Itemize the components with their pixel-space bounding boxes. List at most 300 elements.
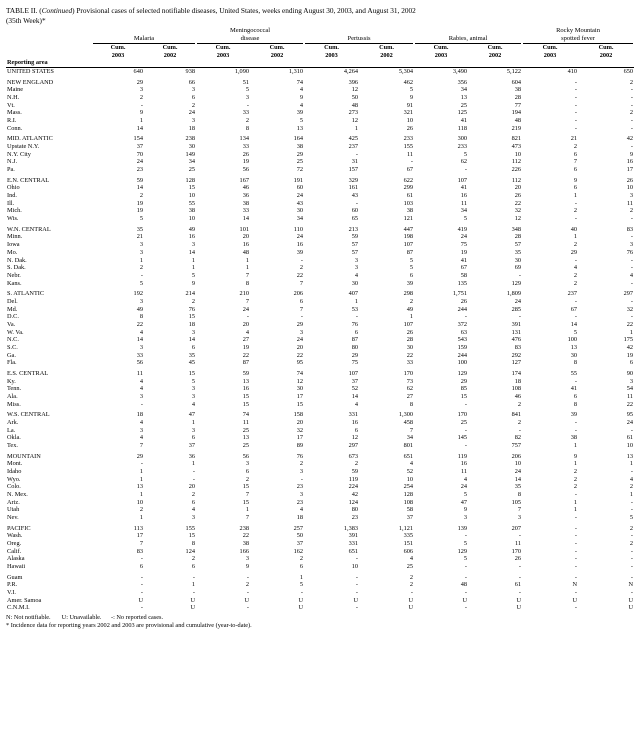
row-cell: - (630, 426, 634, 434)
row-cell: 24 (296, 192, 304, 200)
row-cell: 2 (573, 475, 578, 483)
row-cell: 24 (460, 483, 468, 491)
header-meningococcal-cum2002 (250, 44, 304, 59)
row-cell: 73 (406, 377, 414, 385)
row-cell: 151 (403, 540, 414, 548)
row-cell: 46 (242, 184, 249, 192)
row-cell: 113 (133, 524, 143, 532)
row-cell: U (298, 604, 304, 612)
row-area-label: Ill. (7, 199, 15, 207)
row-cell: 54 (626, 385, 634, 393)
header-group-malaria-label: Malaria (93, 35, 195, 44)
row-cell: 3 (354, 256, 359, 264)
row-cell: 70 (136, 150, 143, 158)
footnotes (6, 614, 634, 630)
row-cell: 3 (245, 555, 249, 563)
row-cell: 76 (626, 248, 634, 256)
row-cell: 6 (139, 563, 143, 571)
row-cell: 12 (351, 117, 359, 125)
row-cell: 6 (299, 297, 304, 305)
row-cell: - (574, 94, 578, 102)
row-cell: - (574, 563, 578, 571)
row-area-label: Ala. (7, 392, 18, 400)
row-cell: 476 (511, 336, 522, 344)
row-area-label: N.C. (7, 336, 19, 344)
row-area-label: Utah (7, 506, 20, 514)
header-group-malaria (92, 27, 196, 44)
notifiable-diseases-table (6, 27, 634, 612)
row-cell: 3 (139, 426, 143, 434)
row-cell: 9 (463, 506, 468, 514)
row-cell: 107 (403, 320, 414, 328)
row-cell: 129 (511, 279, 522, 287)
row-cell: - (464, 589, 468, 597)
row-cell: - (355, 313, 359, 321)
row-cell: 3 (191, 392, 195, 400)
row-cell: 391 (348, 532, 359, 540)
row-cell: 145 (457, 434, 468, 442)
row-cell: 56 (136, 359, 143, 367)
title-prefix: TABLE II. ( (6, 6, 42, 15)
row-area-label: Alaska (7, 555, 25, 563)
row-cell: 59 (351, 233, 359, 241)
row-cell: 4 (463, 475, 468, 483)
row-area-label: Wis. (7, 215, 19, 223)
row-cell: 18 (188, 320, 195, 328)
row-cell: 1 (573, 498, 578, 506)
row-cell: - (630, 143, 634, 151)
row-cell: 2 (245, 581, 249, 589)
row-cell: 162 (293, 547, 304, 555)
row-cell: 24 (514, 467, 522, 475)
row-cell: 40 (570, 225, 578, 233)
header-group-rabies (414, 27, 522, 44)
cum-year: 2003 (543, 51, 557, 59)
row-cell: 34 (460, 86, 468, 94)
row-area-label: La. (7, 426, 16, 434)
row-cell: - (246, 101, 249, 109)
row-cell: - (518, 271, 522, 279)
row-cell: 292 (511, 351, 522, 359)
row-cell: 19 (242, 158, 249, 166)
table-row (6, 125, 634, 133)
row-cell: 57 (514, 241, 522, 249)
header-rabies-cum2003 (414, 44, 468, 59)
row-cell: 207 (511, 524, 522, 532)
row-cell: - (192, 589, 195, 597)
row-cell: 131 (511, 328, 522, 336)
row-cell: - (574, 377, 578, 385)
row-cell: 22 (514, 199, 522, 207)
row-cell: 5 (629, 514, 634, 521)
row-cell: 10 (351, 563, 359, 571)
table-row (6, 581, 634, 589)
row-cell: 13 (460, 94, 468, 102)
table-row (6, 321, 634, 329)
row-cell: 149 (185, 150, 195, 158)
row-cell: 9 (573, 176, 578, 184)
header-group-rabies-label: Rabies, animal (415, 35, 521, 44)
table-row (6, 411, 634, 419)
row-area-label: E.S. CENTRAL (7, 369, 49, 377)
cum-label: Cum. (110, 44, 126, 52)
row-cell: 224 (348, 483, 359, 491)
header-sub-row (6, 44, 634, 59)
table-row (6, 604, 634, 612)
row-cell: 15 (242, 498, 249, 506)
row-cell: 43 (296, 199, 304, 207)
table-row (6, 306, 634, 314)
row-area-label: E.N. CENTRAL (7, 176, 50, 184)
row-cell: 16 (296, 241, 304, 249)
row-cell: 6 (354, 426, 359, 434)
row-cell: U (244, 596, 249, 604)
header-pertussis-cum2003 (304, 44, 359, 59)
row-cell: 33 (242, 143, 249, 151)
row-cell: 14 (188, 336, 195, 344)
row-cell: 237 (567, 290, 578, 298)
row-cell: 6 (354, 328, 359, 336)
row-cell: 4 (139, 418, 143, 426)
row-cell: - (630, 256, 634, 264)
row-cell: 2 (139, 94, 143, 102)
row-cell: 22 (406, 351, 414, 359)
row-cell: 39 (406, 279, 414, 287)
table-row (6, 117, 634, 125)
row-cell: 35 (514, 248, 522, 256)
row-area-label: S.C. (7, 343, 18, 351)
row-cell: 125 (457, 109, 468, 117)
row-cell: 20 (188, 483, 195, 491)
row-area-label: W.S. CENTRAL (7, 411, 50, 419)
row-cell: - (630, 86, 634, 94)
row-cell: 622 (403, 176, 414, 184)
row-cell: 8 (409, 400, 414, 408)
row-cell: 1 (354, 297, 359, 305)
row-cell: 297 (348, 441, 359, 449)
header-group-rmsf-label2: spotted fever (523, 35, 633, 44)
row-cell: - (464, 400, 468, 408)
row-cell: - (518, 573, 522, 581)
row-cell: 35 (188, 351, 195, 359)
row-cell: 7 (245, 514, 249, 521)
row-cell: 108 (511, 385, 522, 393)
table-row (6, 555, 634, 563)
row-cell: 3 (191, 117, 195, 125)
row-cell: 108 (403, 498, 414, 506)
row-cell: - (630, 297, 634, 305)
table-row (6, 589, 634, 597)
row-cell: 61 (406, 192, 414, 200)
header-reporting-area: Reporting area (7, 59, 48, 67)
row-cell: 61 (626, 434, 634, 442)
row-area-label: Nev. (7, 514, 19, 521)
row-cell: 164 (293, 135, 304, 143)
row-cell: 20 (242, 233, 249, 241)
row-cell: 2 (573, 279, 578, 287)
row-cell: 5 (299, 581, 304, 589)
row-cell: 22 (242, 351, 249, 359)
row-cell: 61 (514, 581, 522, 589)
row-cell: 85 (460, 385, 468, 393)
row-cell: 25 (242, 441, 249, 449)
table-row (6, 184, 634, 192)
table-row (6, 313, 634, 321)
row-cell: 72 (296, 166, 304, 174)
row-area-label: S. Dak. (7, 264, 26, 272)
row-cell: 6 (191, 498, 195, 506)
row-cell: 1 (139, 514, 143, 521)
table-row (6, 166, 634, 174)
table-row (6, 298, 634, 306)
row-cell: 63 (460, 328, 468, 336)
row-area-label: W. Va. (7, 328, 24, 336)
header-reporting-area-spacer (6, 44, 92, 59)
row-cell: 38 (514, 86, 522, 94)
row-cell: 5,122 (506, 68, 522, 76)
row-cell: - (140, 581, 143, 589)
row-cell: 7 (409, 426, 414, 434)
row-cell: 3 (139, 86, 143, 94)
cum-label: Cum. (379, 44, 394, 52)
row-cell: 18 (514, 377, 522, 385)
row-cell: - (630, 532, 634, 540)
row-cell: - (192, 475, 195, 483)
row-cell: 38 (406, 207, 414, 215)
row-cell: 66 (188, 78, 195, 86)
row-cell: 24 (242, 305, 249, 313)
row-area-label: Nebr. (7, 271, 21, 279)
table-row (6, 453, 634, 461)
row-cell: - (574, 524, 578, 532)
header-group-meningococcal (196, 27, 304, 44)
row-cell: 56 (242, 452, 249, 460)
row-cell: 16 (460, 460, 468, 468)
row-cell: 10 (188, 215, 195, 223)
table-row (6, 158, 634, 166)
row-cell: 30 (296, 207, 304, 215)
row-cell: - (630, 467, 634, 475)
row-area-label: Ga. (7, 351, 16, 359)
row-cell: - (464, 573, 468, 581)
row-cell: 6 (629, 359, 634, 367)
row-area-label: Conn. (7, 124, 23, 132)
row-cell: 10 (406, 117, 414, 125)
row-cell: 33 (136, 351, 143, 359)
table-row (6, 249, 634, 257)
row-area-label: Amer. Samoa (7, 596, 42, 604)
row-cell: 2 (354, 460, 359, 468)
row-cell: 7 (299, 279, 304, 287)
row-cell: - (464, 604, 468, 612)
row-area-label: MOUNTAIN (7, 452, 41, 460)
row-cell: 651 (403, 452, 414, 460)
row-cell: 6 (573, 392, 578, 400)
row-cell: 4 (629, 271, 634, 279)
row-cell: 14 (242, 215, 249, 223)
row-cell: 2 (573, 271, 578, 279)
row-cell: - (574, 514, 578, 521)
row-area-label: MID. ATLANTIC (7, 135, 53, 143)
row-cell: 155 (403, 143, 414, 151)
row-cell: 1 (299, 573, 304, 581)
row-cell: 49 (188, 225, 195, 233)
row-cell: 1,751 (452, 290, 468, 298)
row-cell: 13 (570, 343, 578, 351)
row-area-label: NEW ENGLAND (7, 78, 54, 86)
row-cell: 12 (296, 377, 304, 385)
row-cell: 76 (351, 320, 359, 328)
row-cell: 90 (626, 369, 634, 377)
row-cell: 36 (242, 192, 249, 200)
row-cell: 32 (296, 426, 304, 434)
table-row (6, 215, 634, 223)
footnote-unavailable: U: Unavailable. (61, 614, 102, 622)
row-cell: 219 (511, 124, 522, 132)
row-cell: 462 (403, 78, 414, 86)
row-cell: 1 (245, 506, 249, 514)
row-cell: 107 (348, 369, 359, 377)
row-cell: 74 (296, 78, 304, 86)
row-cell: 3 (245, 460, 249, 468)
row-area-label: C.N.M.I. (7, 604, 30, 612)
row-area-label: Wash. (7, 532, 23, 540)
row-cell: 50 (351, 94, 359, 102)
row-area-label: Mich. (7, 207, 22, 215)
row-cell: 5 (191, 377, 195, 385)
row-cell: 12 (351, 86, 359, 94)
row-cell: - (246, 604, 249, 612)
row-cell: - (574, 215, 578, 223)
row-cell: 1 (191, 256, 195, 264)
row-cell: 2 (245, 117, 249, 125)
row-area-label: Ind. (7, 192, 17, 200)
row-cell: 24 (296, 336, 304, 344)
row-cell: 62 (406, 385, 414, 393)
row-cell: 1 (354, 124, 359, 132)
row-cell: 20 (296, 418, 304, 426)
row-cell: 23 (296, 498, 304, 506)
row-cell: 14 (188, 248, 195, 256)
row-cell: 157 (348, 166, 359, 174)
row-cell: 29 (136, 452, 143, 460)
row-cell: 174 (511, 369, 522, 377)
row-cell: 3 (299, 328, 304, 336)
row-cell: 5 (463, 215, 468, 223)
row-cell: 2 (191, 101, 195, 109)
row-cell: 3 (629, 377, 634, 385)
table-row (6, 143, 634, 151)
row-cell: 37 (406, 514, 414, 521)
row-cell: 407 (348, 290, 359, 298)
row-cell: 2 (629, 483, 634, 491)
row-cell: - (574, 573, 578, 581)
cum-label: Cum. (324, 44, 339, 52)
row-cell: 15 (242, 400, 249, 408)
row-cell: 43 (351, 192, 359, 200)
row-cell: - (630, 117, 634, 125)
row-cell: - (410, 158, 414, 166)
table-row (6, 460, 634, 468)
row-cell: 22 (626, 320, 634, 328)
row-cell: 16 (626, 158, 634, 166)
row-cell: 2 (573, 207, 578, 215)
row-cell: 60 (351, 207, 359, 215)
table-row (6, 86, 634, 94)
row-cell: 25 (296, 158, 304, 166)
row-cell: 34 (188, 158, 195, 166)
row-cell: 335 (403, 532, 414, 540)
row-cell: 124 (348, 498, 359, 506)
row-cell: 10 (406, 475, 414, 483)
row-area-label: UNITED STATES (7, 68, 54, 76)
row-cell: 3 (245, 94, 249, 102)
table-row (6, 483, 634, 491)
row-cell: 52 (406, 467, 414, 475)
header-rmsf-cum2002 (578, 44, 634, 59)
row-cell: 2 (139, 264, 143, 272)
row-cell: 74 (296, 369, 304, 377)
row-cell: 2 (629, 109, 634, 117)
row-cell: 12 (514, 215, 522, 223)
row-cell: 1 (139, 256, 143, 264)
row-area-label: Colo. (7, 483, 21, 491)
row-cell: 233 (457, 143, 468, 151)
row-cell: 100 (567, 336, 578, 344)
row-cell: 16 (351, 418, 359, 426)
row-cell: - (574, 490, 578, 498)
row-cell: 119 (457, 452, 468, 460)
row-cell: 298 (403, 290, 414, 298)
row-cell: - (140, 604, 143, 612)
row-cell: 74 (242, 411, 249, 419)
row-cell: 3 (629, 241, 634, 249)
row-cell: 801 (403, 441, 414, 449)
row-cell: 11 (406, 150, 414, 158)
row-cell: - (518, 426, 522, 434)
row-cell: 9 (299, 94, 304, 102)
footnote-line-2: * Incidence data for reporting years 2002 and 2003 are provisional and cumulative (year-to-date). (6, 622, 252, 630)
table-row (6, 151, 634, 159)
row-area-label: Mont. (7, 460, 23, 468)
row-cell: - (630, 589, 634, 597)
header-meningococcal-cum2003 (196, 44, 250, 59)
row-cell: 30 (351, 279, 359, 287)
table-row (6, 370, 634, 378)
row-cell: 1,300 (398, 411, 414, 419)
row-cell: 1 (409, 313, 414, 321)
row-cell: 4 (409, 460, 414, 468)
row-cell: - (630, 563, 634, 571)
row-cell: U (353, 596, 359, 604)
row-cell: 425 (348, 135, 359, 143)
row-cell: 5 (245, 86, 249, 94)
row-cell: - (630, 215, 634, 223)
row-cell: 5,304 (398, 68, 414, 76)
row-cell: 11 (136, 369, 143, 377)
row-cell: 22 (296, 351, 304, 359)
row-cell: 38 (296, 143, 304, 151)
row-cell: 2 (409, 581, 414, 589)
row-cell: 16 (188, 233, 195, 241)
row-cell: 285 (511, 305, 522, 313)
row-cell: 57 (351, 248, 359, 256)
row-cell: 2 (299, 555, 304, 563)
row-cell: 91 (406, 101, 414, 109)
row-cell: 1,383 (343, 524, 359, 532)
row-cell: 11 (460, 199, 468, 207)
row-cell: 5 (463, 555, 468, 563)
